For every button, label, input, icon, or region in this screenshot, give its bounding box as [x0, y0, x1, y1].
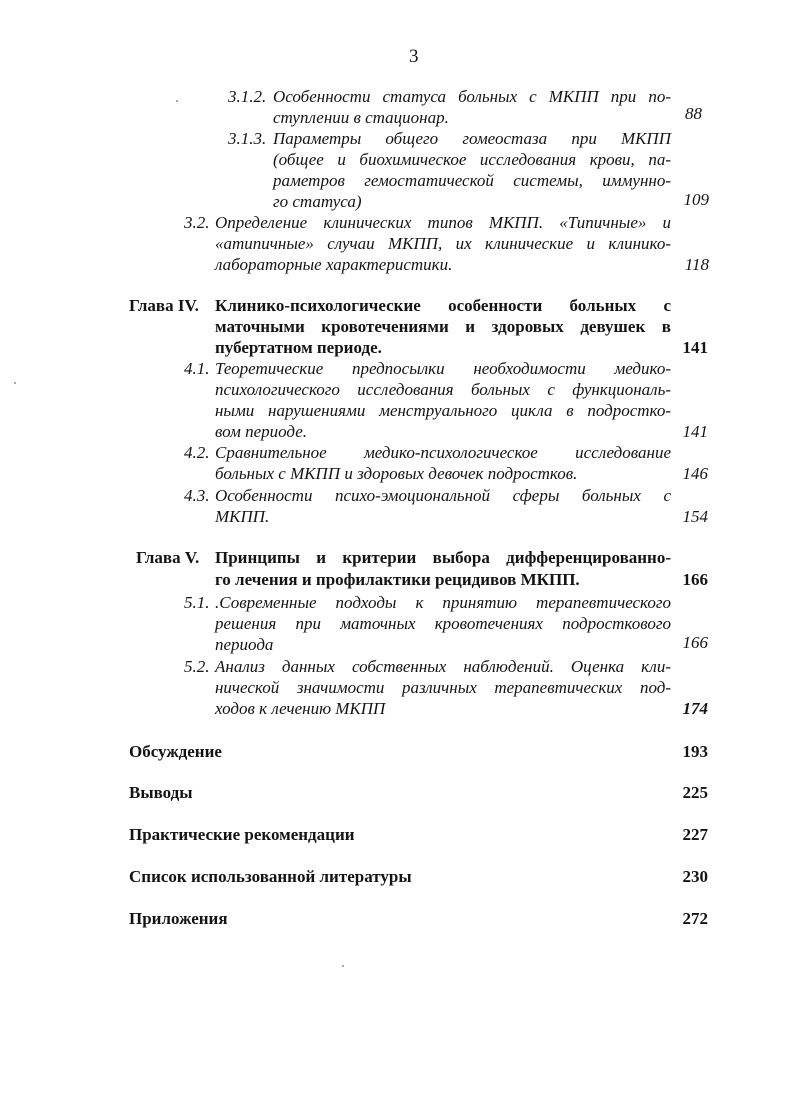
toc-page-ref: 141 — [682, 338, 708, 357]
chapter-text: Принципы и критерии выбора дифференцированно- — [215, 548, 671, 567]
toc-section-appendices: Приложения — [129, 909, 228, 928]
toc-entry-text: Особенности психо-эмоциональной сферы больных с — [215, 486, 671, 505]
toc-entry-text: «атипичные» случаи МКПП, их клинические и клинико- — [215, 234, 671, 253]
toc-entry-text: Анализ данных собственных наблюдений. Оценка кли- — [215, 657, 671, 676]
toc-entry-text: вом периоде. — [215, 422, 308, 441]
toc-entry-number: 4.1. — [184, 359, 210, 378]
toc-section-discussion: Обсуждение — [129, 742, 222, 761]
toc-entry-text: МКПП. — [215, 507, 270, 526]
chapter-title: Глава IV. — [129, 296, 199, 315]
toc-page-ref: 193 — [682, 742, 708, 761]
toc-entry-number: 5.2. — [184, 657, 210, 676]
toc-page-ref: 141 — [682, 422, 708, 441]
toc-entry-text: раметров гемостатической системы, иммунно- — [273, 171, 671, 190]
toc-section-recommendations: Практические рекомендации — [129, 825, 355, 844]
toc-entry-text: Особенности статуса больных с МКПП при по- — [273, 87, 671, 106]
chapter-text: Клинико-психологические особенности больных с — [215, 296, 671, 315]
toc-entry-text: го статуса) — [273, 192, 362, 211]
toc-entry-number: 3.1.3. — [228, 129, 267, 148]
toc-page-ref: 166 — [682, 633, 708, 652]
toc-entry-text: ными нарушениями менструального цикла в подростко- — [215, 401, 671, 420]
toc-entry-text: нической значимости различных терапевтических под- — [215, 678, 671, 697]
toc-entry-number: 3.2. — [184, 213, 210, 232]
chapter-text: маточными кровотечениями и здоровых девушек в — [215, 317, 671, 336]
toc-entry-number: 5.1. — [184, 593, 210, 612]
toc-entry-text: Определение клинических типов МКПП. «Типичные» и — [215, 213, 671, 232]
toc-entry-text: решения при маточных кровотечениях подросткового — [215, 614, 671, 633]
toc-page-ref: 272 — [682, 909, 708, 928]
toc-entry-text: .Современные подходы к принятию терапевтического — [215, 593, 671, 612]
toc-page-ref: 166 — [682, 570, 708, 589]
toc-page-ref: 154 — [682, 507, 708, 526]
toc-entry-text: психологического исследования больных с функциональ- — [215, 380, 671, 399]
toc-section-conclusions: Выводы — [129, 783, 193, 802]
chapter-title: Глава V. — [136, 548, 200, 567]
toc-entry-text: лабораторные характеристики. — [215, 255, 453, 274]
toc-page-ref: 230 — [682, 867, 708, 886]
toc-entry-text: периода — [215, 635, 274, 654]
toc-entry-text: (общее и биохимическое исследования крови, па- — [273, 150, 671, 169]
toc-page-ref: 225 — [682, 783, 708, 802]
toc-section-references: Список использованной литературы — [129, 867, 412, 886]
toc-page-ref: 146 — [682, 464, 708, 483]
scan-speck — [176, 100, 178, 102]
scan-speck — [14, 382, 16, 384]
toc-entry-number: 4.3. — [184, 486, 210, 505]
toc-entry-number: 4.2. — [184, 443, 210, 462]
toc-entry-text: Теоретические предпосылки необходимости медико- — [215, 359, 671, 378]
toc-page-ref: 109 — [683, 190, 709, 209]
toc-page-ref: 227 — [682, 825, 708, 844]
scan-speck — [342, 965, 344, 967]
toc-page-ref: 118 — [684, 255, 709, 274]
toc-entry-number: 3.1.2. — [228, 87, 267, 106]
chapter-text: пубертатном периоде. — [215, 338, 382, 357]
chapter-text: го лечения и профилактики рецидивов МКПП. — [215, 570, 580, 589]
toc-entry-text: больных с МКПП и здоровых девочек подростков. — [215, 464, 578, 483]
toc-page-ref: 174 — [682, 699, 708, 718]
toc-entry-text: ходов к лечению МКПП — [215, 699, 386, 718]
page-number: 3 — [409, 46, 419, 67]
toc-entry-text: ступлении в стационар. — [273, 108, 449, 127]
toc-entry-text: Сравнительное медико-психологическое исследование — [215, 443, 671, 462]
toc-entry-text: Параметры общего гомеостаза при МКПП — [273, 129, 671, 148]
toc-page-ref: 88 — [685, 104, 702, 123]
